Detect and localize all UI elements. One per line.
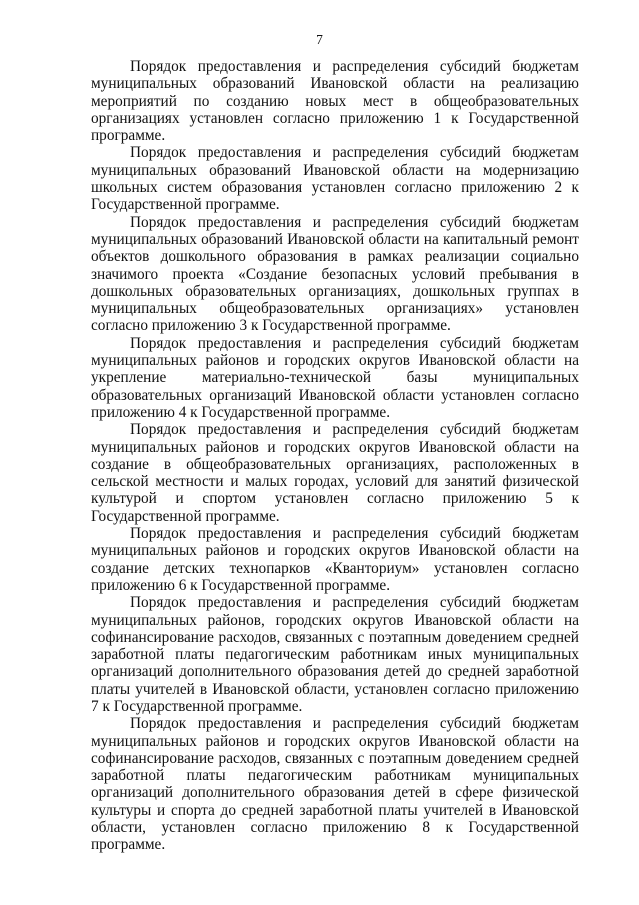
paragraph-appendix-3: Порядок предоставления и распределения субсидий бюджетам муниципальных образований Ивановской области на капитальный ремонт объектов дошкольного образования в рамках реализации социально значимого проекта «Создание безопасных условий пребывания в дошкольных образовательных организациях, дошкольных группах в муниципальных общеобразовательных организациях» установлен согласно приложению 3 к Государственной программе.	[91, 213, 579, 335]
paragraph-appendix-7: Порядок предоставления и распределения субсидий бюджетам муниципальных районов, городских округов Ивановской области на софинансирование расходов, связанных с поэтапным доведением средней заработной платы педагогическим работникам иных муниципальных организаций дополнительного образования детей до средней заработной платы учителей в Ивановской области, установлен согласно приложению 7 к Государственной программе.	[91, 594, 579, 715]
paragraph-appendix-8: Порядок предоставления и распределения субсидий бюджетам муниципальных районов и городских округов Ивановской области на софинансирование расходов, связанных с поэтапным доведением средней заработной платы педагогическим работникам муниципальных организаций дополнительного образования детей в сфере физической культуры и спорта до средней заработной платы учителей в Ивановской области, установлен согласно приложению 8 к Государственной программе.	[91, 715, 579, 854]
page-number: 7	[316, 32, 323, 47]
paragraph-appendix-6: Порядок предоставления и распределения субсидий бюджетам муниципальных районов и городских округов Ивановской области на создание детских технопарков «Кванториум» установлен согласно приложению 6 к Государственной программе.	[91, 525, 579, 594]
paragraph-appendix-5: Порядок предоставления и распределения субсидий бюджетам муниципальных районов и городских округов Ивановской области на создание в общеобразовательных организациях, расположенных в сельской местности и малых городах, условий для занятий физической культурой и спортом установлен согласно приложению 5 к Государственной программе.	[91, 421, 579, 525]
paragraph-appendix-1: Порядок предоставления и распределения субсидий бюджетам муниципальных образований Ивановской области на реализацию мероприятий по созданию новых мест в общеобразовательных организациях установлен согласно приложению 1 к Государственной программе.	[91, 58, 579, 145]
paragraph-appendix-2: Порядок предоставления и распределения субсидий бюджетам муниципальных образований Ивановской области на модернизацию школьных систем образования установлен согласно приложению 2 к Государственной программе.	[91, 144, 579, 214]
paragraph-appendix-4: Порядок предоставления и распределения субсидий бюджетам муниципальных районов и городских округов Ивановской области на укрепление материально-технической базы муниципальных образовательных организаций Ивановской области установлен согласно приложению 4 к Государственной программе.	[91, 334, 579, 421]
document-body	[91, 58, 579, 854]
